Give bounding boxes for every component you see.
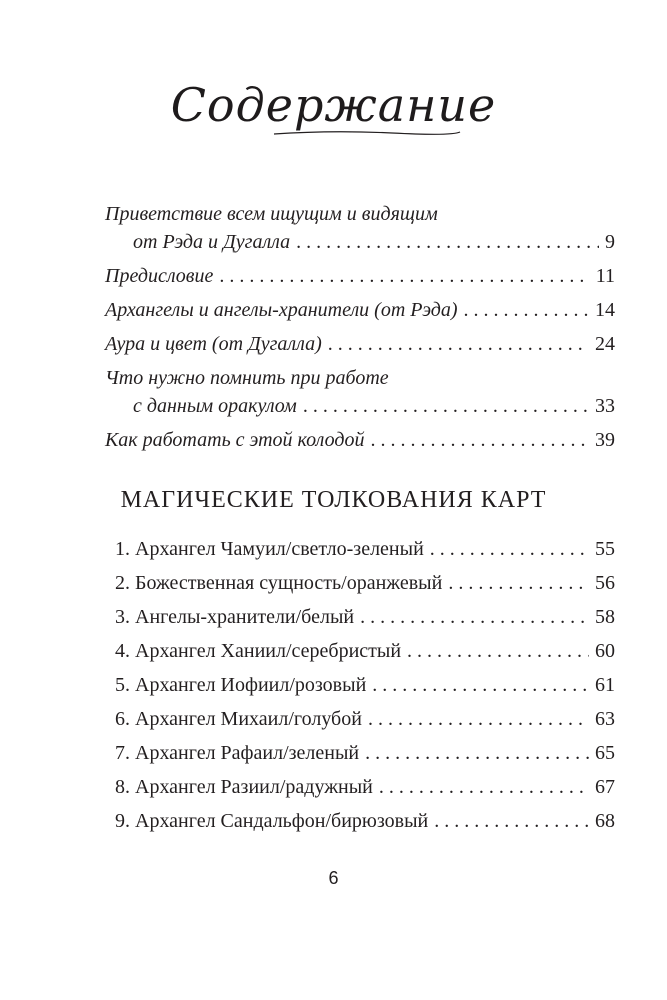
toc-entry[interactable]: [105, 200, 615, 256]
section-heading: МАГИЧЕСКИЕ ТОЛКОВАНИЯ КАРТ: [120, 487, 547, 513]
dot-leader: [372, 668, 589, 702]
toc-entry-title: 4. Архангел Ханиил/серебристый: [115, 640, 402, 662]
dot-leader: [448, 566, 589, 600]
toc-page-number: 24: [595, 333, 615, 355]
title-underline-flourish: [272, 128, 462, 138]
dot-leader: [407, 634, 589, 668]
toc-entry[interactable]: [115, 668, 615, 702]
toc-entry-title: 8. Архангел Разиил/радужный: [115, 776, 373, 798]
dot-leader: [360, 600, 589, 634]
toc-page-number: 65: [595, 742, 615, 764]
toc-entry[interactable]: [105, 262, 615, 290]
toc-entry[interactable]: [115, 736, 615, 770]
dot-leader: [430, 532, 589, 566]
toc-entry-title: 9. Архангел Сандальфон/бирюзовый: [115, 810, 429, 832]
toc-page-number: 33: [595, 395, 615, 417]
page-number: 6: [328, 868, 339, 888]
toc-entry[interactable]: [105, 364, 615, 420]
dot-leader: [365, 736, 589, 770]
toc-page-number: 61: [595, 674, 615, 696]
dot-leader: [368, 702, 589, 736]
toc-entry[interactable]: [105, 330, 615, 358]
toc-entry-title: Аура и цвет (от Дугалла): [105, 333, 322, 355]
toc-page-number: 14: [595, 299, 615, 321]
toc-entry-title: Предисловие: [105, 265, 214, 287]
toc-page-number: 39: [595, 429, 615, 451]
toc-entry[interactable]: [115, 566, 615, 600]
toc-page-number: 9: [605, 231, 615, 253]
dot-leader: [434, 804, 589, 838]
intro-contents: [105, 200, 615, 454]
toc-entry[interactable]: [105, 426, 615, 454]
dot-leader: [464, 296, 589, 324]
toc-entry-title: Что нужно помнить при работе: [105, 367, 389, 389]
toc-entry[interactable]: [115, 702, 615, 736]
toc-page-number: 58: [595, 606, 615, 628]
toc-page-number: 56: [595, 572, 615, 594]
dot-leader: [219, 262, 589, 290]
toc-page-number: 67: [595, 776, 615, 798]
card-contents: [115, 532, 615, 838]
dot-leader: [328, 330, 589, 358]
toc-entry[interactable]: [115, 804, 615, 838]
toc-entry[interactable]: [115, 600, 615, 634]
dot-leader: [379, 770, 589, 804]
dot-leader: [296, 228, 599, 256]
toc-page-number: 68: [595, 810, 615, 832]
toc-entry-title: 6. Архангел Михаил/голубой: [115, 708, 362, 730]
toc-entry[interactable]: [115, 770, 615, 804]
toc-page-number: 11: [595, 265, 615, 287]
page-title: Содержание: [170, 78, 497, 132]
toc-entry-title: 2. Божественная сущность/оранжевый: [115, 572, 443, 594]
toc-page-number: 60: [595, 640, 615, 662]
toc-entry-title: Приветствие всем ищущим и видящим: [105, 203, 438, 225]
toc-entry[interactable]: [105, 296, 615, 324]
toc-entry-title: от Рэда и Дугалла: [133, 231, 291, 253]
toc-entry-title: Архангелы и ангелы-хранители (от Рэда): [105, 299, 458, 321]
dot-leader: [303, 392, 589, 420]
toc-entry-title: 5. Архангел Иофиил/розовый: [115, 674, 367, 696]
dot-leader: [370, 426, 589, 454]
toc-entry-title: 1. Архангел Чамуил/светло-зеленый: [115, 538, 424, 560]
toc-entry-title: с данным оракулом: [133, 395, 297, 417]
toc-page-number: 55: [595, 538, 615, 560]
toc-entry-title: Как работать с этой колодой: [105, 429, 365, 451]
toc-entry-title: 7. Архангел Рафаил/зеленый: [115, 742, 360, 764]
toc-entry[interactable]: [115, 532, 615, 566]
toc-page-number: 63: [595, 708, 615, 730]
toc-entry[interactable]: [115, 634, 615, 668]
toc-entry-title: 3. Ангелы-хранители/белый: [115, 606, 355, 628]
